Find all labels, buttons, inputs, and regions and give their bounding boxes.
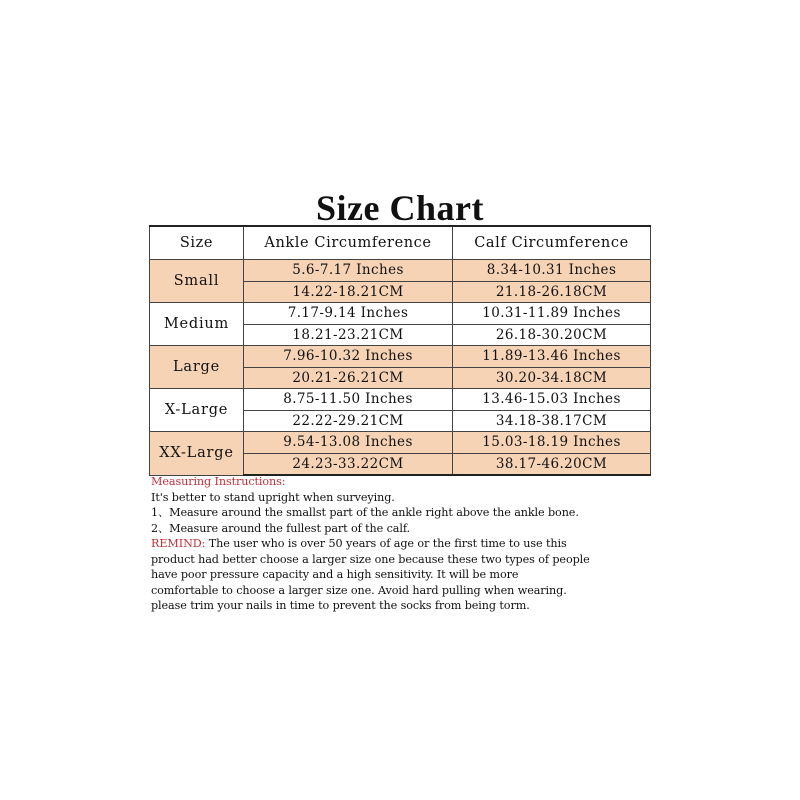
table-row [150, 432, 651, 454]
measuring-notes [151, 474, 671, 614]
calf-inches: 8.34-10.31 Inches [453, 260, 651, 282]
calf-inches: 13.46-15.03 Inches [453, 389, 651, 411]
remind-label: REMIND: [151, 537, 206, 550]
note-line: 2、Measure around the fullest part of the calf. [151, 521, 410, 535]
ankle-inches: 9.54-13.08 Inches [244, 432, 453, 454]
remind-text: product had better choose a larger size one because these two types of people [151, 552, 590, 566]
calf-cm: 26.18-30.20CM [453, 324, 651, 346]
ankle-cm: 18.21-23.21CM [244, 324, 453, 346]
ankle-cm: 22.22-29.21CM [244, 410, 453, 432]
note-line: It's better to stand upright when surveying. [151, 490, 395, 504]
note-line: 1、Measure around the smallst part of the ankle right above the ankle bone. [151, 506, 579, 519]
table-row [150, 303, 651, 325]
header-size: Size [150, 226, 244, 260]
header-ankle-circumference: Ankle Circumference [244, 226, 453, 260]
table-header-row [150, 226, 651, 260]
size-label: XX-Large [150, 432, 244, 476]
measuring-heading: Measuring Instructions: [151, 475, 286, 488]
calf-inches: 15.03-18.19 Inches [453, 432, 651, 454]
remind-text: The user who is over 50 years of age or the first time to use this [205, 537, 567, 550]
size-chart-table [149, 225, 651, 476]
size-label: Medium [150, 303, 244, 346]
calf-inches: 10.31-11.89 Inches [453, 303, 651, 325]
remind-text: comfortable to choose a larger size one. Avoid hard pulling when wearing. [151, 583, 567, 597]
ankle-inches: 7.96-10.32 Inches [244, 346, 453, 368]
calf-cm: 21.18-26.18CM [453, 281, 651, 303]
ankle-inches: 5.6-7.17 Inches [244, 260, 453, 282]
size-label: Large [150, 346, 244, 389]
table-row [150, 260, 651, 282]
remind-text: please trim your nails in time to prevent the socks from being torm. [151, 599, 530, 612]
ankle-cm: 14.22-18.21CM [244, 281, 453, 303]
calf-cm: 30.20-34.18CM [453, 367, 651, 389]
ankle-inches: 8.75-11.50 Inches [244, 389, 453, 411]
table-row [150, 346, 651, 368]
size-label: X-Large [150, 389, 244, 432]
table-row [150, 389, 651, 411]
size-label: Small [150, 260, 244, 303]
ankle-cm: 20.21-26.21CM [244, 367, 453, 389]
remind-text: have poor pressure capacity and a high sensitivity. It will be more [151, 568, 519, 581]
ankle-cm: 24.23-33.22CM [244, 453, 453, 475]
header-calf-circumference: Calf Circumference [453, 226, 651, 260]
calf-cm: 34.18-38.17CM [453, 410, 651, 432]
ankle-inches: 7.17-9.14 Inches [244, 303, 453, 325]
page-title: Size Chart [316, 188, 484, 228]
remind-paragraph [151, 536, 671, 552]
calf-cm: 38.17-46.20CM [453, 453, 651, 475]
calf-inches: 11.89-13.46 Inches [453, 346, 651, 368]
